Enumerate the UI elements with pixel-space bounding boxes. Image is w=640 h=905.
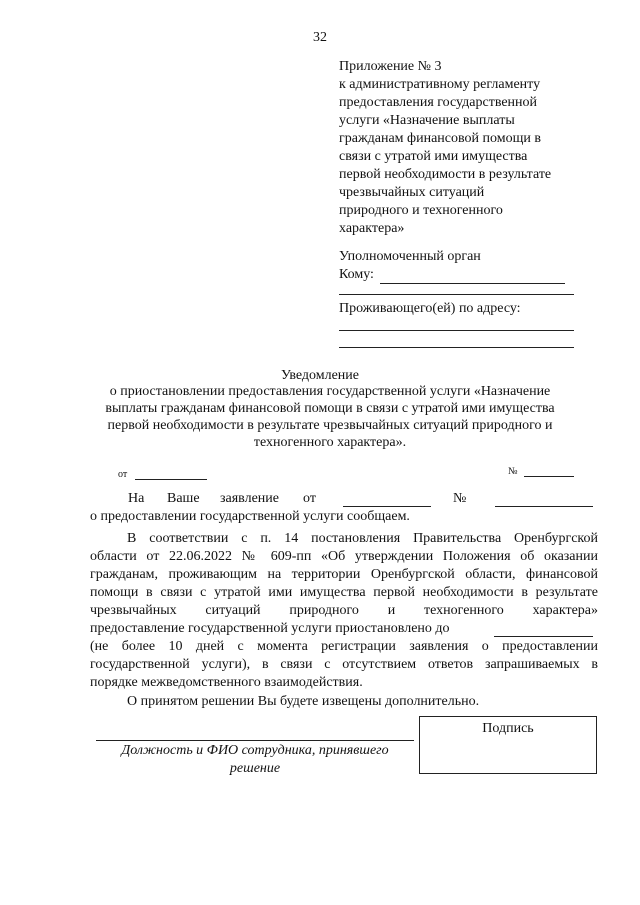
appendix-line: услуги «Назначение выплаты (339, 113, 515, 128)
word: Ваше (167, 491, 200, 506)
suspension-line: (не более 10 дней с момента регистрации заявления о предоставлении (90, 639, 598, 654)
date-from-label: от (118, 469, 128, 480)
authorized-organ-label: Уполномоченный орган (339, 249, 481, 264)
appendix-header (339, 58, 599, 238)
suspension-line: гражданам, проживающим на территории Оренбургской области, финансовой (90, 567, 598, 582)
notice-date-row (118, 469, 207, 480)
suspension-line: В соответствии с п. 14 постановления Правительства Оренбургской (127, 531, 598, 546)
paragraph-suspension (90, 530, 598, 692)
paragraph-decision (90, 693, 598, 711)
appendix-line: природного и техногенного (339, 203, 503, 218)
to-label: Кому: (339, 267, 374, 282)
notice-subject-line: выплаты гражданам финансовой помощи в связи с утратой ими имущества (105, 401, 555, 416)
word: На (128, 491, 145, 506)
appendix-line: связи с утратой ими имущества (339, 149, 528, 164)
notice-title: Уведомление (280, 368, 359, 383)
address-field-line-1[interactable] (339, 330, 574, 331)
decision-text: О принятом решении Вы будете извещены дополнительно. (127, 694, 480, 709)
signature-label: Подпись (482, 721, 534, 736)
word: заявление (220, 491, 280, 506)
position-label-line: решение (229, 761, 281, 776)
suspension-until-date-field[interactable] (494, 622, 593, 637)
appendix-line: Приложение № 3 (339, 59, 442, 74)
paragraph-application (90, 490, 598, 526)
signature-box[interactable] (419, 716, 597, 774)
to-field-line-2[interactable] (339, 294, 574, 295)
address-field-line-2[interactable] (339, 347, 574, 348)
suspension-line: предоставление государственной услуги приостановлено до (90, 621, 450, 636)
application-number-sign: № (453, 491, 467, 506)
employee-position-label (96, 742, 414, 778)
notice-date-field[interactable] (135, 470, 207, 480)
notice-subject-line: о приостановлении предоставления государственной услуги «Назначение (109, 384, 551, 399)
number-sign: № (508, 466, 518, 477)
page-number: 32 (313, 30, 327, 45)
suspension-line: чрезвычайных ситуаций природного и техногенного характера» (90, 603, 598, 618)
to-field[interactable] (380, 269, 565, 284)
suspension-date-line (90, 620, 598, 638)
appendix-line: чрезвычайных ситуаций (339, 185, 485, 200)
notice-subject-line: техногенного характера». (253, 435, 407, 450)
suspension-line: помощи в связи с утратой ими имущества первой необходимости в результате (90, 585, 598, 600)
position-label-line: Должность и ФИО сотрудника, принявшего (121, 743, 389, 758)
appendix-line: характера» (339, 221, 405, 236)
application-line-2: о предоставлении государственной услуги сообщаем. (90, 509, 410, 524)
employee-signature-line[interactable] (96, 740, 414, 741)
notice-number-field[interactable] (524, 467, 574, 477)
appendix-line: гражданам финансовой помощи в (339, 131, 541, 146)
to-row (339, 266, 599, 284)
address-label: Проживающего(ей) по адресу: (339, 301, 521, 316)
notice-subject-line: первой необходимости в результате чрезвычайных ситуаций природного и (107, 418, 553, 433)
application-number-field[interactable] (495, 492, 593, 507)
suspension-line: области от 22.06.2022 № 609-пп «Об утверждении Положения об оказании (90, 549, 598, 564)
appendix-line: предоставления государственной (339, 95, 538, 110)
application-line (90, 490, 598, 508)
word: от (303, 491, 316, 506)
recipient-block (339, 248, 599, 284)
notice-number-row (508, 466, 574, 477)
suspension-line: государственной услуги), в связи с отсутствием ответов запрашиваемых в (90, 657, 598, 672)
appendix-line: первой необходимости в результате (339, 167, 552, 182)
suspension-line: порядке межведомственного взаимодействия. (90, 675, 363, 690)
application-date-field[interactable] (343, 492, 431, 507)
notice-subject (95, 383, 565, 451)
appendix-line: к административному регламенту (339, 77, 541, 92)
